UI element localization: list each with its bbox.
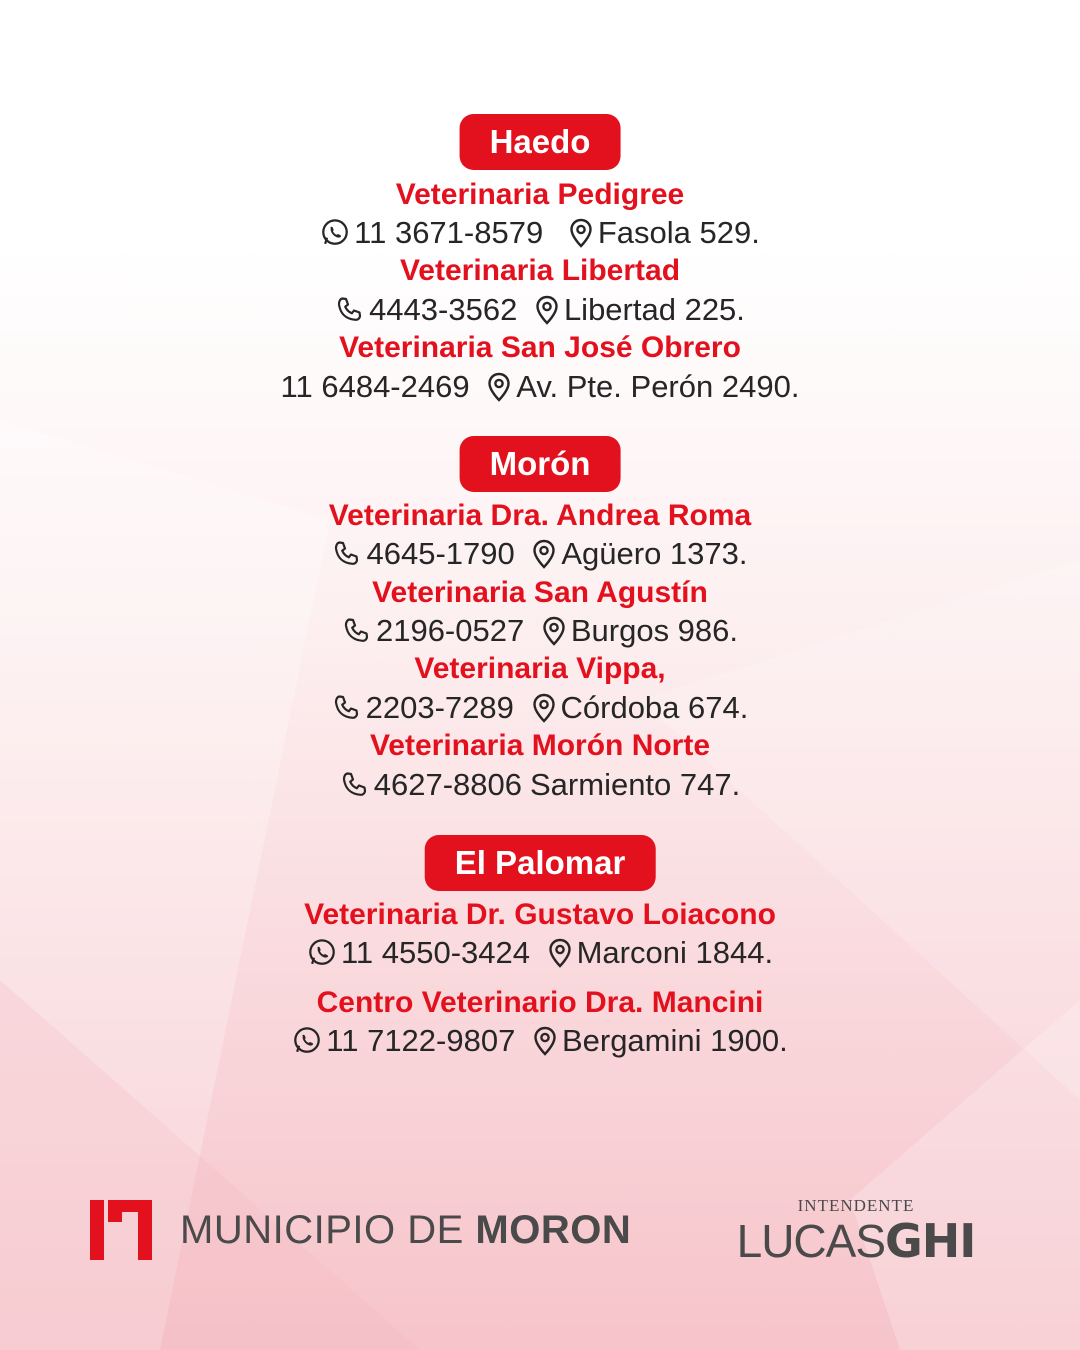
location-pin-icon [547, 938, 573, 977]
vet-phone: 2196-0527 [375, 613, 525, 648]
section-badge-haedo: Haedo [460, 114, 621, 170]
vet-address: Fasola 529. [597, 215, 760, 250]
vet-contact-line [0, 689, 1080, 732]
municipio-wordmark-regular: MUNICIPIO DE [180, 1208, 476, 1252]
vet-contact-line [0, 214, 1080, 257]
vet-phone: 11 6484-2469 [280, 369, 470, 404]
vet-contact-line [0, 291, 1080, 334]
municipio-wordmark [180, 1208, 631, 1252]
section-badge-el-palomar: El Palomar [425, 835, 656, 891]
vet-name: Veterinaria Libertad [399, 254, 681, 287]
vet-address: Av. Pte. Perón 2490. [516, 369, 800, 404]
vet-contact-line [0, 368, 1080, 411]
vet-phone: 4443-3562 [369, 292, 518, 327]
vet-name: Veterinaria Pedigree [395, 178, 685, 211]
intendente-last-name: GHI [885, 1214, 976, 1268]
location-pin-icon [532, 1026, 558, 1065]
vet-name: Veterinaria Vippa, [414, 652, 666, 685]
section-badge-moron: Morón [460, 436, 621, 492]
vet-contact-line [0, 766, 1080, 809]
vet-phone: 11 3671-8579 [354, 215, 544, 250]
vet-address: Marconi 1844. [576, 935, 774, 970]
vet-phone: 11 4550-3424 [340, 935, 530, 970]
vet-name: Veterinaria San José Obrero [339, 331, 741, 364]
vet-address: Agüero 1373. [561, 536, 748, 571]
vet-contact-line [0, 1022, 1080, 1065]
intendente-logo [716, 1196, 996, 1266]
vet-phone: 11 7122-9807 [326, 1023, 516, 1058]
vet-address: Burgos 986. [570, 613, 739, 648]
vet-name: Veterinaria San Agustín [372, 576, 708, 609]
whatsapp-icon [292, 1026, 322, 1065]
intendente-name [716, 1216, 996, 1266]
vet-name: Veterinaria Morón Norte [369, 729, 711, 762]
whatsapp-icon [307, 938, 337, 977]
phone-icon [332, 539, 362, 578]
vet-contact-line [0, 934, 1080, 977]
vet-name: Veterinaria Dra. Andrea Roma [328, 499, 752, 532]
phone-icon [340, 770, 370, 809]
municipio-wordmark-bold: MORON [475, 1208, 632, 1252]
vet-phone: 4645-1790 [366, 536, 515, 571]
municipio-logo-mark [90, 1198, 154, 1262]
intendente-label: INTENDENTE [797, 1196, 915, 1215]
vet-contact-line [0, 612, 1080, 655]
location-pin-icon [486, 372, 512, 411]
vet-address: Sarmiento 747. [530, 767, 741, 802]
vet-address: Libertad 225. [563, 292, 745, 327]
vet-name: Centro Veterinario Dra. Mancini [316, 986, 764, 1019]
vet-phone: 2203-7289 [365, 690, 514, 725]
vet-name: Veterinaria Dr. Gustavo Loiacono [304, 898, 776, 931]
vet-phone: 4627-8806 [373, 767, 522, 802]
vet-contact-line [0, 535, 1080, 578]
location-pin-icon [531, 539, 557, 578]
vet-address: Córdoba 674. [560, 690, 749, 725]
intendente-first-name: LUCAS [736, 1215, 885, 1267]
vet-address: Bergamini 1900. [561, 1023, 788, 1058]
